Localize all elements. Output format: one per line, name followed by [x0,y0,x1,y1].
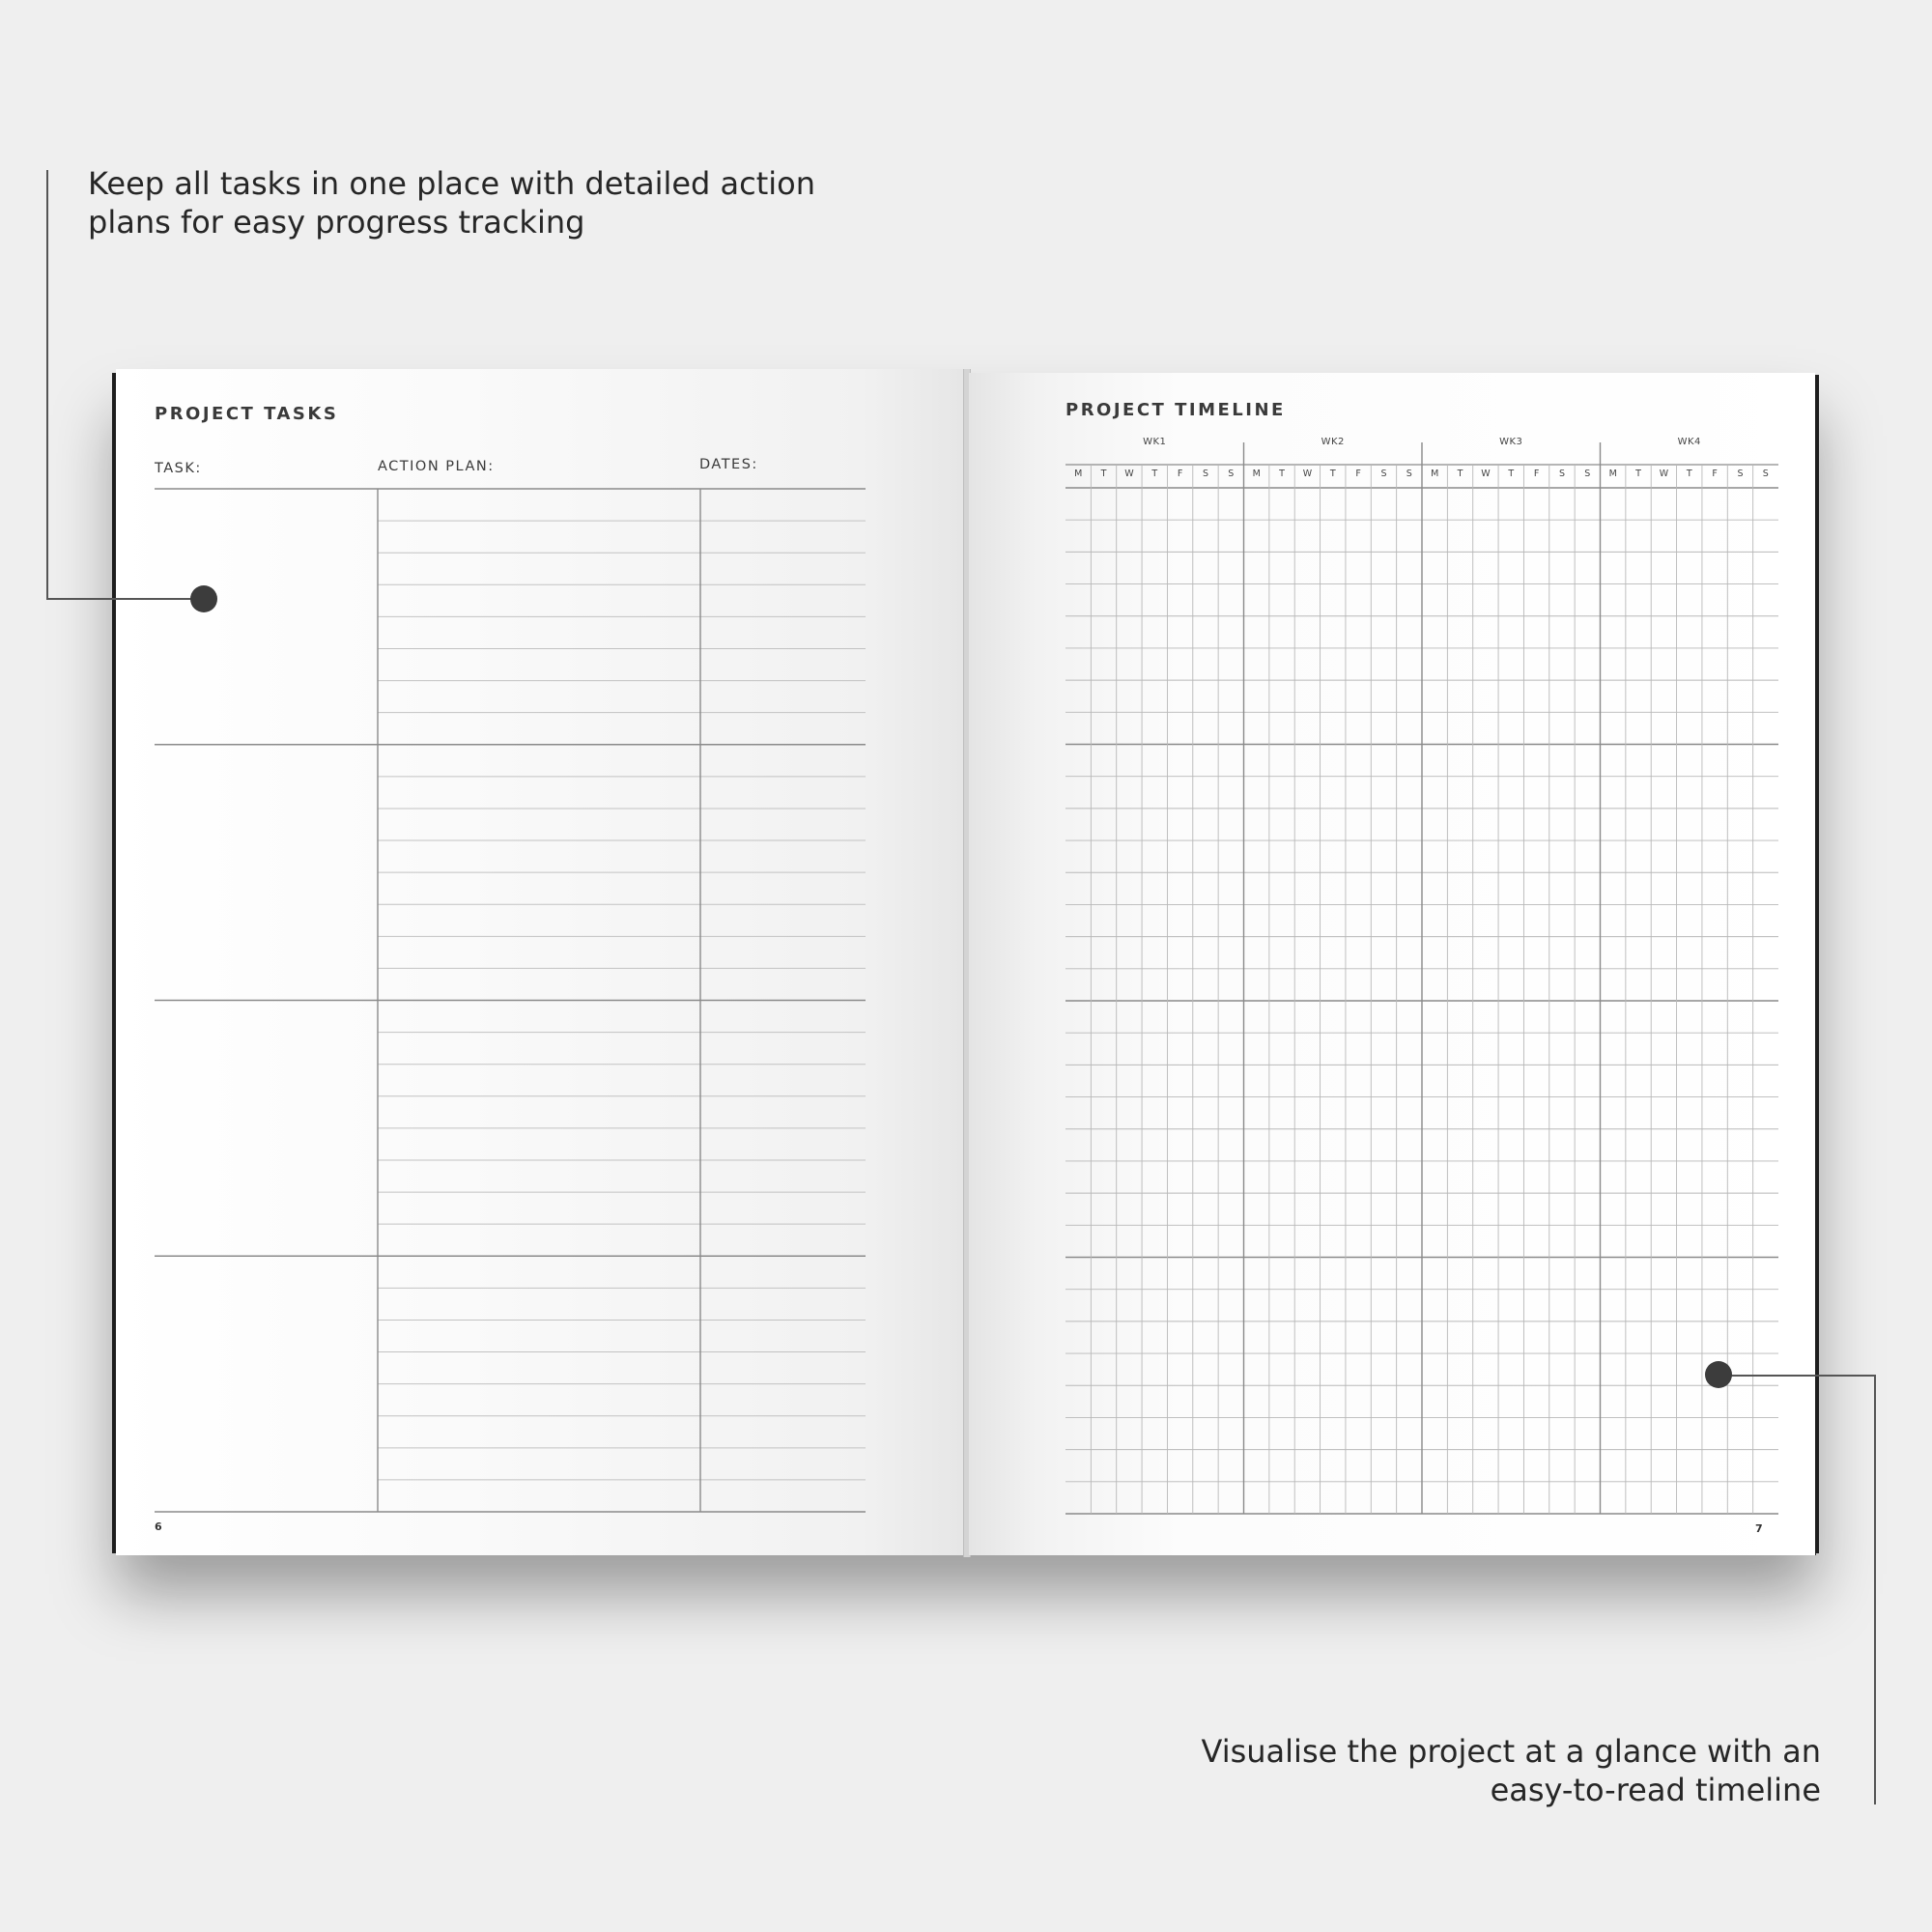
day-label: T [1329,469,1336,479]
day-label: F [1177,469,1183,479]
page-number-right: 7 [1755,1522,1763,1535]
day-label: S [1380,469,1387,479]
day-label: T [1635,469,1641,479]
week-label: WK1 [1143,437,1167,447]
day-label: W [1124,469,1134,479]
day-label: W [1481,469,1491,479]
column-dates: DATES: [699,457,758,472]
page-title-tasks: PROJECT TASKS [155,404,339,424]
day-label: M [1608,469,1617,479]
day-label: S [1584,469,1591,479]
leader-line-top-vertical [46,170,48,600]
week-label: WK4 [1677,437,1701,447]
day-label: S [1228,469,1235,479]
week-label: WK2 [1321,437,1345,447]
callout-tasks: Keep all tasks in one place with detailed action plans for easy progress tracking [88,165,816,241]
day-label: M [1252,469,1261,479]
page-number-left: 6 [155,1520,162,1533]
day-label: S [1406,469,1412,479]
week-label: WK3 [1499,437,1523,447]
right-page [969,373,1815,1555]
day-label: S [1737,469,1744,479]
leader-line-bottom-horizontal [1729,1375,1876,1377]
day-label: M [1431,469,1439,479]
leader-line-bottom-vertical [1874,1375,1876,1804]
marker-dot-timeline [1705,1361,1732,1388]
page-title-timeline: PROJECT TIMELINE [1065,400,1286,420]
tasks-table [116,369,963,1555]
column-task: TASK: [155,461,202,476]
left-page [116,369,963,1555]
day-label: F [1355,469,1361,479]
leader-line-top-horizontal [46,598,204,600]
day-label: T [1100,469,1107,479]
day-label: F [1533,469,1540,479]
day-label: T [1508,469,1515,479]
day-label: S [1202,469,1208,479]
day-label: M [1074,469,1083,479]
day-label: W [1659,469,1669,479]
callout-timeline: Visualise the project at a glance with an easy-to-read timeline [1201,1733,1821,1808]
day-label: S [1558,469,1565,479]
marker-dot-tasks [190,585,217,612]
day-label: F [1712,469,1718,479]
day-label: W [1302,469,1313,479]
column-action-plan: ACTION PLAN: [378,459,495,474]
day-label: S [1762,469,1769,479]
day-label: T [1686,469,1692,479]
day-label: T [1279,469,1285,479]
day-label: T [1457,469,1463,479]
timeline-grid [969,373,1815,1555]
day-label: T [1151,469,1158,479]
